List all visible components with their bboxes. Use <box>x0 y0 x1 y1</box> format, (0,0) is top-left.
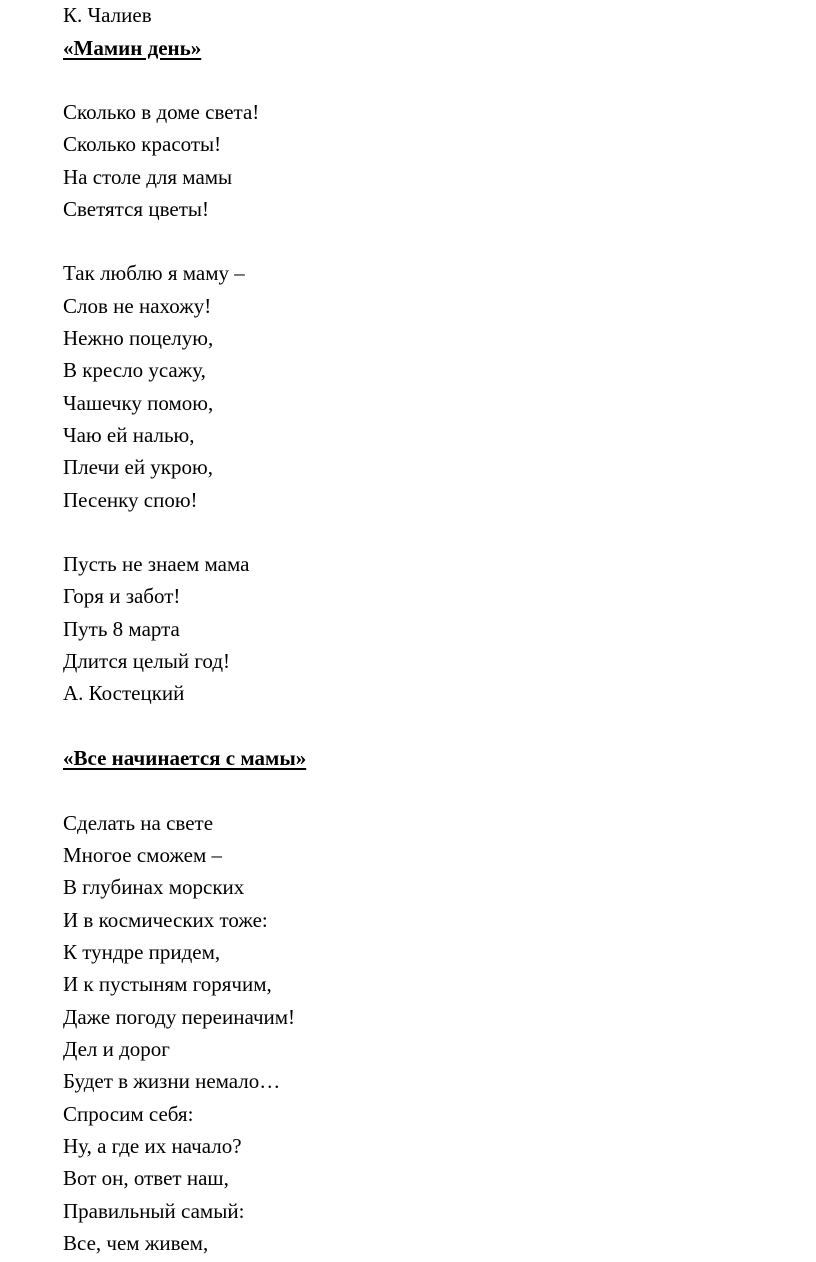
poem1-line: Чаю ей налью, <box>63 423 195 447</box>
poem1-line: Сколько красоты! <box>63 132 222 156</box>
poem1-line: Плечи ей укрою, <box>63 455 213 479</box>
poem1-line: Так люблю я маму – <box>63 261 245 285</box>
poem1-line: Пусть не знаем мама <box>63 552 250 576</box>
poem1-line: В кресло усажу, <box>63 358 206 382</box>
poem1-line: Сколько в доме света! <box>63 100 260 124</box>
poem2-line: Дел и дорог <box>63 1037 170 1061</box>
poem2-line: Будет в жизни немало… <box>63 1069 281 1093</box>
poem2-line: И к пустыням горячим, <box>63 972 272 996</box>
poem2-line: Все, чем живем, <box>63 1231 209 1255</box>
poem1-line: Слов не нахожу! <box>63 294 212 318</box>
poem1-line: Длится целый год! <box>63 649 231 673</box>
poem1-line: Горя и забот! <box>63 584 181 608</box>
poem2-line: Сделать на свете <box>63 811 214 835</box>
header-author: К. Чалиев <box>63 3 152 27</box>
poem2-line: Вот он, ответ наш, <box>63 1166 229 1190</box>
poem2-line: Спросим себя: <box>63 1102 194 1126</box>
poem1-line: Песенку спою! <box>63 488 198 512</box>
poem1-title: «Мамин день» <box>63 36 202 60</box>
poem2-line: Ну, а где их начало? <box>63 1134 242 1158</box>
poem2-line: Даже погоду переиначим! <box>63 1005 296 1029</box>
poem2-line: Многое сможем – <box>63 843 223 867</box>
poem1-line: Нежно поцелую, <box>63 326 214 350</box>
poem2-line: В глубинах морских <box>63 875 245 899</box>
poem1-line: Путь 8 марта <box>63 617 180 641</box>
poem2-line: Правильный самый: <box>63 1199 245 1223</box>
poem1-author: А. Костецкий <box>63 681 185 705</box>
poem1-line: Чашечку помою, <box>63 391 214 415</box>
poem1-line: На столе для мамы <box>63 165 233 189</box>
poem2-title: «Все начинается с мамы» <box>63 746 307 770</box>
poem2-line: И в космических тоже: <box>63 908 268 932</box>
poem2-line: К тундре придем, <box>63 940 221 964</box>
poem1-line: Светятся цветы! <box>63 197 209 221</box>
